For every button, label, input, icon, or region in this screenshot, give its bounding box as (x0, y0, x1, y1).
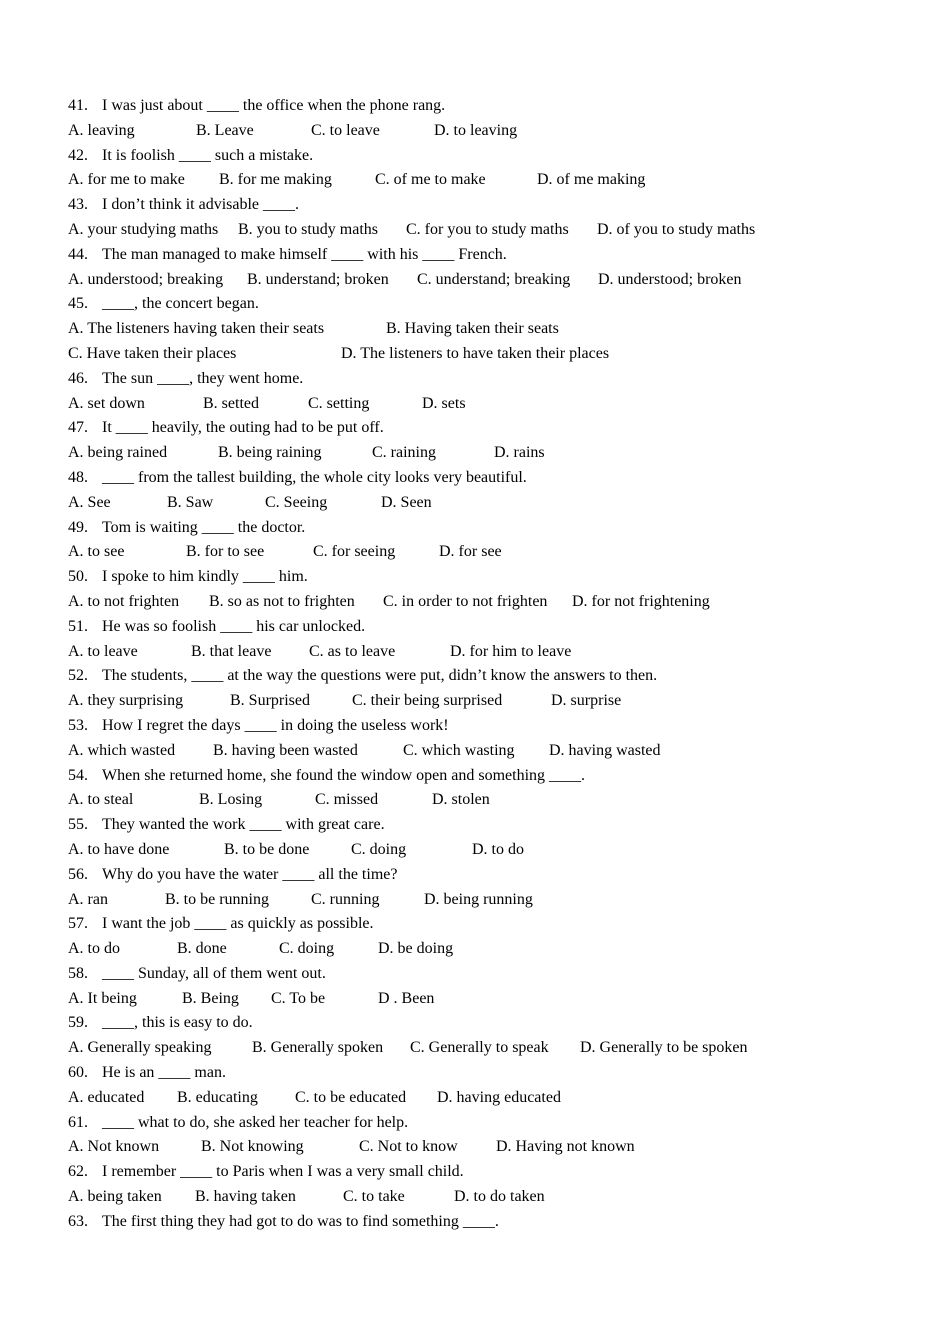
option-d[interactable]: D. for him to leave (450, 642, 572, 660)
question-stem (68, 1111, 918, 1136)
option-a[interactable]: A. Not known (68, 1138, 160, 1156)
question-number: 41. (68, 97, 88, 114)
option-d[interactable]: D. being running (424, 890, 533, 908)
option-c[interactable]: C. to take (343, 1188, 405, 1206)
question-number: 55. (68, 816, 88, 834)
option-d[interactable]: D. surprise (551, 692, 622, 710)
question-63 (68, 1210, 918, 1235)
option-b[interactable]: B. you to study maths (238, 220, 379, 238)
question-text: I want the job ____ as quickly as possible. (102, 915, 374, 933)
option-d[interactable]: D. understood; broken (598, 270, 742, 288)
options-row (68, 268, 918, 293)
question-text: Why do you have the water ____ all the time? (102, 865, 398, 883)
option-a[interactable]: A. understood; breaking (68, 270, 224, 288)
option-a[interactable]: A. to steal (68, 791, 134, 809)
question-stem (68, 1160, 918, 1185)
question-number: 42. (68, 146, 88, 164)
option-d[interactable]: D. stolen (432, 791, 490, 809)
option-a[interactable]: A. set down (68, 394, 145, 412)
option-b[interactable]: B. Having taken their seats (386, 320, 559, 338)
options-row (68, 937, 918, 962)
option-d[interactable]: D. be doing (378, 940, 454, 958)
question-61 (68, 1111, 918, 1161)
option-d[interactable]: D. of me making (537, 171, 646, 189)
question-number: 49. (68, 518, 88, 536)
question-number: 43. (68, 196, 88, 214)
question-stem (68, 912, 918, 937)
question-49 (68, 516, 918, 566)
option-a[interactable]: A. The listeners having taken their seats (68, 320, 325, 338)
option-d[interactable]: D. for see (439, 543, 502, 561)
option-b[interactable]: B. Saw (167, 493, 214, 511)
question-text: ____ from the tallest building, the whole city looks very beautiful. (102, 468, 527, 486)
option-b[interactable]: B. to be running (165, 890, 269, 908)
question-text: He is an ____ man. (102, 1064, 226, 1082)
option-b[interactable]: B. so as not to frighten (209, 592, 355, 610)
option-b[interactable]: B. that leave (191, 642, 272, 660)
question-number: 56. (68, 865, 88, 883)
question-stem (68, 615, 918, 640)
option-b[interactable]: B. understand; broken (247, 270, 389, 288)
option-c[interactable]: C. doing (351, 840, 407, 858)
question-stem (68, 565, 918, 590)
option-c[interactable]: C. understand; breaking (417, 270, 571, 288)
question-stem (68, 813, 918, 838)
question-stem (68, 292, 918, 317)
option-c[interactable]: C. for seeing (313, 543, 396, 561)
option-c[interactable]: C. their being surprised (352, 692, 503, 710)
option-c[interactable]: C. of me to make (375, 171, 486, 189)
question-48 (68, 466, 918, 516)
question-stem (68, 516, 918, 541)
question-text: How I regret the days ____ in doing the useless work! (102, 716, 449, 734)
question-number: 60. (68, 1064, 88, 1082)
question-number: 48. (68, 468, 88, 486)
question-number: 46. (68, 369, 88, 387)
option-d[interactable]: D. Generally to be spoken (580, 1039, 748, 1057)
option-c[interactable]: C. setting (308, 394, 370, 412)
option-b[interactable]: B. Being (182, 989, 239, 1007)
question-text: ____, this is easy to do. (102, 1014, 253, 1032)
question-stem (68, 193, 918, 218)
question-text: I was just about ____ the office when the phone rang. (102, 97, 446, 114)
option-a[interactable]: A. educated (68, 1088, 145, 1106)
question-55 (68, 813, 918, 863)
question-45 (68, 292, 918, 366)
question-42 (68, 144, 918, 194)
question-56 (68, 863, 918, 913)
question-46 (68, 367, 918, 417)
option-b[interactable]: B. Surprised (230, 692, 310, 710)
option-b[interactable]: B. Not knowing (201, 1138, 304, 1156)
option-b[interactable]: B. to be done (224, 840, 310, 858)
option-c[interactable]: C. doing (279, 940, 335, 958)
option-b[interactable]: B. being raining (218, 444, 322, 462)
question-number: 63. (68, 1212, 88, 1230)
question-text: The students, ____ at the way the questions were put, didn’t know the answers to then. (102, 667, 658, 685)
question-text: He was so foolish ____ his car unlocked. (102, 617, 366, 635)
question-50 (68, 565, 918, 615)
question-stem (68, 714, 918, 739)
option-c[interactable]: C. Not to know (359, 1138, 458, 1156)
question-number: 61. (68, 1113, 88, 1131)
option-c[interactable]: C. to be educated (295, 1088, 407, 1106)
question-stem (68, 243, 918, 268)
question-43 (68, 193, 918, 243)
question-number: 53. (68, 716, 88, 734)
options-row (68, 392, 918, 417)
question-text: They wanted the work ____ with great care. (102, 816, 385, 834)
options-row (68, 1036, 918, 1061)
option-d[interactable]: D. Seen (381, 493, 432, 511)
option-a[interactable]: A. leaving (68, 121, 135, 139)
option-c[interactable]: C. in order to not frighten (383, 592, 548, 610)
question-number: 58. (68, 964, 88, 982)
option-c[interactable]: C. as to leave (309, 642, 396, 660)
question-number: 51. (68, 617, 88, 635)
option-d[interactable]: D. sets (422, 394, 466, 412)
question-number: 59. (68, 1014, 88, 1032)
option-b[interactable]: B. having taken (195, 1188, 296, 1206)
option-b[interactable]: B. having been wasted (213, 741, 358, 759)
option-c[interactable]: C. raining (372, 444, 436, 462)
question-stem (68, 664, 918, 689)
option-c[interactable]: C. missed (315, 791, 379, 809)
question-number: 62. (68, 1163, 88, 1181)
question-text: I don’t think it advisable ____. (102, 196, 300, 214)
question-stem (68, 1061, 918, 1086)
question-stem (68, 962, 918, 987)
option-d[interactable]: D. Having not known (496, 1138, 635, 1156)
question-62 (68, 1160, 918, 1210)
option-d[interactable]: D. having wasted (549, 741, 661, 759)
option-c[interactable]: C. to leave (311, 121, 380, 139)
options-row (68, 119, 918, 144)
option-a[interactable]: A. to have done (68, 840, 170, 858)
option-d[interactable]: D. to do taken (454, 1188, 545, 1206)
question-number: 45. (68, 295, 88, 313)
option-d[interactable]: D. to do (472, 840, 524, 858)
option-b[interactable]: B. educating (177, 1088, 258, 1106)
question-number: 54. (68, 766, 88, 784)
question-text: Tom is waiting ____ the doctor. (102, 518, 306, 536)
options-row (68, 218, 918, 243)
options-row (68, 168, 918, 193)
question-text: The man managed to make himself ____ with his ____ French. (102, 245, 507, 263)
question-text: ____, the concert began. (102, 295, 259, 313)
option-c[interactable]: C. running (311, 890, 380, 908)
question-number: 57. (68, 915, 88, 933)
option-d[interactable]: D. to leaving (434, 121, 518, 139)
options-row (68, 788, 918, 813)
option-a[interactable]: A. ran (68, 890, 108, 908)
question-stem (68, 94, 918, 119)
options-row (68, 987, 918, 1012)
option-a[interactable]: A. See (68, 493, 111, 511)
option-b[interactable]: B. Losing (199, 791, 263, 809)
question-stem (68, 144, 918, 169)
option-b[interactable]: B. done (177, 940, 227, 958)
question-59 (68, 1011, 918, 1061)
options-row (68, 689, 918, 714)
question-47 (68, 416, 918, 466)
options-row (68, 1185, 918, 1210)
question-number: 52. (68, 667, 88, 685)
question-60 (68, 1061, 918, 1111)
question-stem (68, 1011, 918, 1036)
option-d[interactable]: D. of you to study maths (597, 220, 756, 238)
options-row (68, 540, 918, 565)
question-text: ____ Sunday, all of them went out. (102, 964, 326, 982)
question-53 (68, 714, 918, 764)
question-stem (68, 416, 918, 441)
question-text: It is foolish ____ such a mistake. (102, 146, 314, 164)
options-row (68, 1135, 918, 1160)
option-d[interactable]: D . Been (378, 989, 435, 1007)
question-number: 44. (68, 245, 88, 263)
options-row (68, 739, 918, 764)
option-a[interactable]: A. your studying maths (68, 220, 219, 238)
option-b[interactable]: B. Generally spoken (252, 1039, 384, 1057)
option-a[interactable]: A. for me to make (68, 171, 185, 189)
question-stem (68, 764, 918, 789)
option-a[interactable]: A. being taken (68, 1188, 162, 1206)
question-51 (68, 615, 918, 665)
option-c[interactable]: C. Have taken their places (68, 344, 237, 362)
question-58 (68, 962, 918, 1012)
option-c[interactable]: C. for you to study maths (406, 220, 569, 238)
question-text: The first thing they had got to do was to find something ____. (102, 1212, 499, 1230)
option-c[interactable]: C. which wasting (403, 741, 515, 759)
question-text: I remember ____ to Paris when I was a very small child. (102, 1163, 464, 1181)
question-stem (68, 863, 918, 888)
option-a[interactable]: A. to not frighten (68, 592, 180, 610)
options-row (68, 590, 918, 615)
question-text: When she returned home, she found the window open and something ____. (102, 766, 586, 784)
option-a[interactable]: A. Generally speaking (68, 1039, 212, 1057)
question-text: ____ what to do, she asked her teacher for help. (102, 1113, 409, 1131)
options-row (68, 888, 918, 913)
question-text: I spoke to him kindly ____ him. (102, 568, 308, 586)
question-stem (68, 1210, 918, 1235)
option-a[interactable]: A. being rained (68, 444, 168, 462)
option-b[interactable]: B. setted (203, 394, 259, 412)
option-d[interactable]: D. for not frightening (572, 592, 710, 610)
options-row (68, 640, 918, 665)
question-stem (68, 466, 918, 491)
question-57 (68, 912, 918, 962)
option-a[interactable]: A. which wasted (68, 741, 176, 759)
options-row (68, 1086, 918, 1111)
options-row (68, 342, 918, 367)
option-b[interactable]: B. for me making (219, 171, 332, 189)
question-41 (68, 94, 918, 144)
question-44 (68, 243, 918, 293)
options-row (68, 838, 918, 863)
question-52 (68, 664, 918, 714)
option-c[interactable]: C. Generally to speak (410, 1039, 549, 1057)
question-text: The sun ____, they went home. (102, 369, 304, 387)
options-row (68, 491, 918, 516)
options-row (68, 441, 918, 466)
option-a[interactable]: A. to do (68, 940, 120, 958)
option-c[interactable]: C. Seeing (265, 493, 328, 511)
option-c[interactable]: C. To be (271, 989, 326, 1007)
option-a[interactable]: A. they surprising (68, 692, 184, 710)
option-a[interactable]: A. It being (68, 989, 137, 1007)
question-number: 50. (68, 568, 88, 586)
option-a[interactable]: A. to leave (68, 642, 138, 660)
question-text: It ____ heavily, the outing had to be put off. (102, 419, 384, 437)
options-row (68, 317, 918, 342)
question-54 (68, 764, 918, 814)
option-a[interactable]: A. to see (68, 543, 125, 561)
option-d[interactable]: D. rains (494, 444, 545, 462)
option-b[interactable]: B. for to see (186, 543, 265, 561)
question-sheet (68, 94, 918, 1235)
question-number: 47. (68, 419, 88, 437)
question-stem (68, 367, 918, 392)
option-d[interactable]: D. having educated (437, 1088, 561, 1106)
option-b[interactable]: B. Leave (196, 121, 254, 139)
option-d[interactable]: D. The listeners to have taken their places (341, 344, 610, 362)
